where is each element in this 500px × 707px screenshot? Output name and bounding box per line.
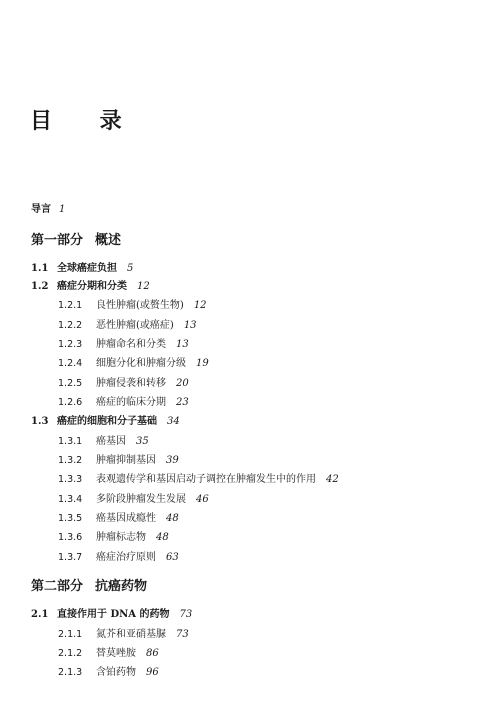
subsection-number: 1.2.5 bbox=[58, 378, 83, 389]
subsection-number: 1.3.6 bbox=[58, 532, 83, 543]
toc-label: 恶性肿瘤(或癌症) bbox=[96, 320, 174, 331]
toc-page: 39 bbox=[166, 455, 179, 466]
toc-page: 73 bbox=[179, 609, 193, 620]
toc-page: 96 bbox=[146, 667, 159, 678]
toc-page: 48 bbox=[156, 532, 169, 543]
toc-page: 23 bbox=[176, 397, 189, 408]
toc-label: 直接作用于 DNA 的药物 bbox=[57, 609, 170, 620]
toc-section-2-1[interactable] bbox=[31, 605, 192, 620]
part-number: 第二部分 bbox=[31, 579, 84, 594]
subsection-number: 1.2.3 bbox=[58, 339, 83, 350]
toc-subsection-2-1-1[interactable] bbox=[58, 625, 189, 640]
toc-subsection-1-2-6[interactable] bbox=[58, 393, 189, 408]
toc-label: 多阶段肿瘤发生发展 bbox=[96, 494, 186, 505]
subsection-number: 1.2.4 bbox=[58, 358, 83, 369]
toc-page: 1 bbox=[59, 204, 66, 215]
toc-label: 全球癌症负担 bbox=[57, 263, 117, 274]
toc-subsection-1-3-6[interactable] bbox=[58, 528, 169, 543]
part-number: 第一部分 bbox=[31, 233, 84, 248]
toc-label: 替莫唑胺 bbox=[96, 648, 136, 659]
toc-label: 癌症治疗原则 bbox=[96, 552, 156, 563]
toc-page: 46 bbox=[196, 494, 209, 505]
toc-label: 肿瘤命名和分类 bbox=[96, 339, 166, 350]
section-number: 1.1 bbox=[31, 263, 49, 274]
toc-entry-intro[interactable] bbox=[31, 200, 65, 215]
toc-page: 13 bbox=[176, 339, 189, 350]
subsection-number: 2.1.1 bbox=[58, 629, 83, 640]
toc-label: 癌基因 bbox=[96, 436, 126, 447]
toc-subsection-1-3-3[interactable] bbox=[58, 470, 339, 485]
toc-page: 19 bbox=[196, 358, 209, 369]
toc-label: 细胞分化和肿瘤分级 bbox=[96, 358, 186, 369]
toc-label: 癌症的细胞和分子基础 bbox=[57, 416, 157, 427]
subsection-number: 1.3.2 bbox=[58, 455, 83, 466]
toc-page: 48 bbox=[166, 513, 179, 524]
toc-subsection-1-2-3[interactable] bbox=[58, 335, 189, 350]
subsection-number: 2.1.2 bbox=[58, 648, 83, 659]
section-number: 1.3 bbox=[31, 416, 49, 427]
toc-part-1[interactable] bbox=[31, 229, 121, 248]
toc-subsection-1-3-2[interactable] bbox=[58, 451, 179, 466]
toc-subsection-2-1-2[interactable] bbox=[58, 644, 159, 659]
page-title: 目 录 bbox=[30, 108, 142, 134]
toc-label: 良性肿瘤(或赘生物) bbox=[96, 300, 184, 311]
toc-page: 86 bbox=[146, 648, 159, 659]
subsection-number: 1.3.7 bbox=[58, 552, 83, 563]
subsection-number: 1.3.5 bbox=[58, 513, 83, 524]
part-label: 抗癌药物 bbox=[95, 579, 148, 594]
toc-subsection-1-2-2[interactable] bbox=[58, 316, 197, 331]
toc-subsection-1-3-7[interactable] bbox=[58, 548, 179, 563]
toc-page: 20 bbox=[176, 378, 189, 389]
section-number: 1.2 bbox=[31, 281, 49, 292]
toc-label: 导言 bbox=[31, 204, 51, 215]
part-label: 概述 bbox=[95, 233, 122, 248]
toc-section-1-1[interactable] bbox=[31, 259, 133, 274]
toc-page: 12 bbox=[193, 300, 207, 311]
subsection-number: 1.2.6 bbox=[58, 397, 83, 408]
toc-page: 34 bbox=[167, 416, 180, 427]
toc-subsection-1-3-4[interactable] bbox=[58, 490, 209, 505]
toc-page: 13 bbox=[183, 320, 197, 331]
toc-section-1-2[interactable] bbox=[31, 277, 150, 292]
toc-label: 癌症分期和分类 bbox=[57, 281, 127, 292]
toc-subsection-1-2-5[interactable] bbox=[58, 374, 189, 389]
toc-subsection-1-2-4[interactable] bbox=[58, 354, 209, 369]
subsection-number: 2.1.3 bbox=[58, 667, 83, 678]
toc-subsection-1-3-5[interactable] bbox=[58, 509, 179, 524]
toc-label: 癌基因成瘾性 bbox=[96, 513, 156, 524]
toc-page: 73 bbox=[176, 629, 189, 640]
toc-subsection-1-3-1[interactable] bbox=[58, 432, 149, 447]
toc-page: 12 bbox=[137, 281, 150, 292]
toc-page: 42 bbox=[326, 474, 339, 485]
toc-subsection-2-1-3[interactable] bbox=[58, 663, 159, 678]
toc-label: 肿瘤标志物 bbox=[96, 532, 146, 543]
toc-part-2[interactable] bbox=[31, 575, 147, 594]
toc-page: 5 bbox=[127, 263, 134, 274]
subsection-number: 1.3.1 bbox=[58, 436, 83, 447]
subsection-number: 1.3.4 bbox=[58, 494, 83, 505]
subsection-number: 1.3.3 bbox=[58, 474, 83, 485]
section-number: 2.1 bbox=[31, 609, 49, 620]
toc-subsection-1-2-1[interactable] bbox=[58, 296, 207, 311]
toc-label: 癌症的临床分期 bbox=[96, 397, 166, 408]
toc-label: 含铂药物 bbox=[96, 667, 136, 678]
subsection-number: 1.2.1 bbox=[58, 300, 83, 311]
toc-label: 肿瘤抑制基因 bbox=[96, 455, 156, 466]
toc-label: 氮芥和亚硝基脲 bbox=[96, 629, 166, 640]
toc-page: 35 bbox=[136, 436, 149, 447]
toc-label: 肿瘤侵袭和转移 bbox=[96, 378, 166, 389]
toc-label: 表观遗传学和基因启动子调控在肿瘤发生中的作用 bbox=[96, 474, 316, 485]
subsection-number: 1.2.2 bbox=[58, 320, 83, 331]
toc-page: 63 bbox=[166, 552, 179, 563]
toc-section-1-3[interactable] bbox=[31, 412, 180, 427]
